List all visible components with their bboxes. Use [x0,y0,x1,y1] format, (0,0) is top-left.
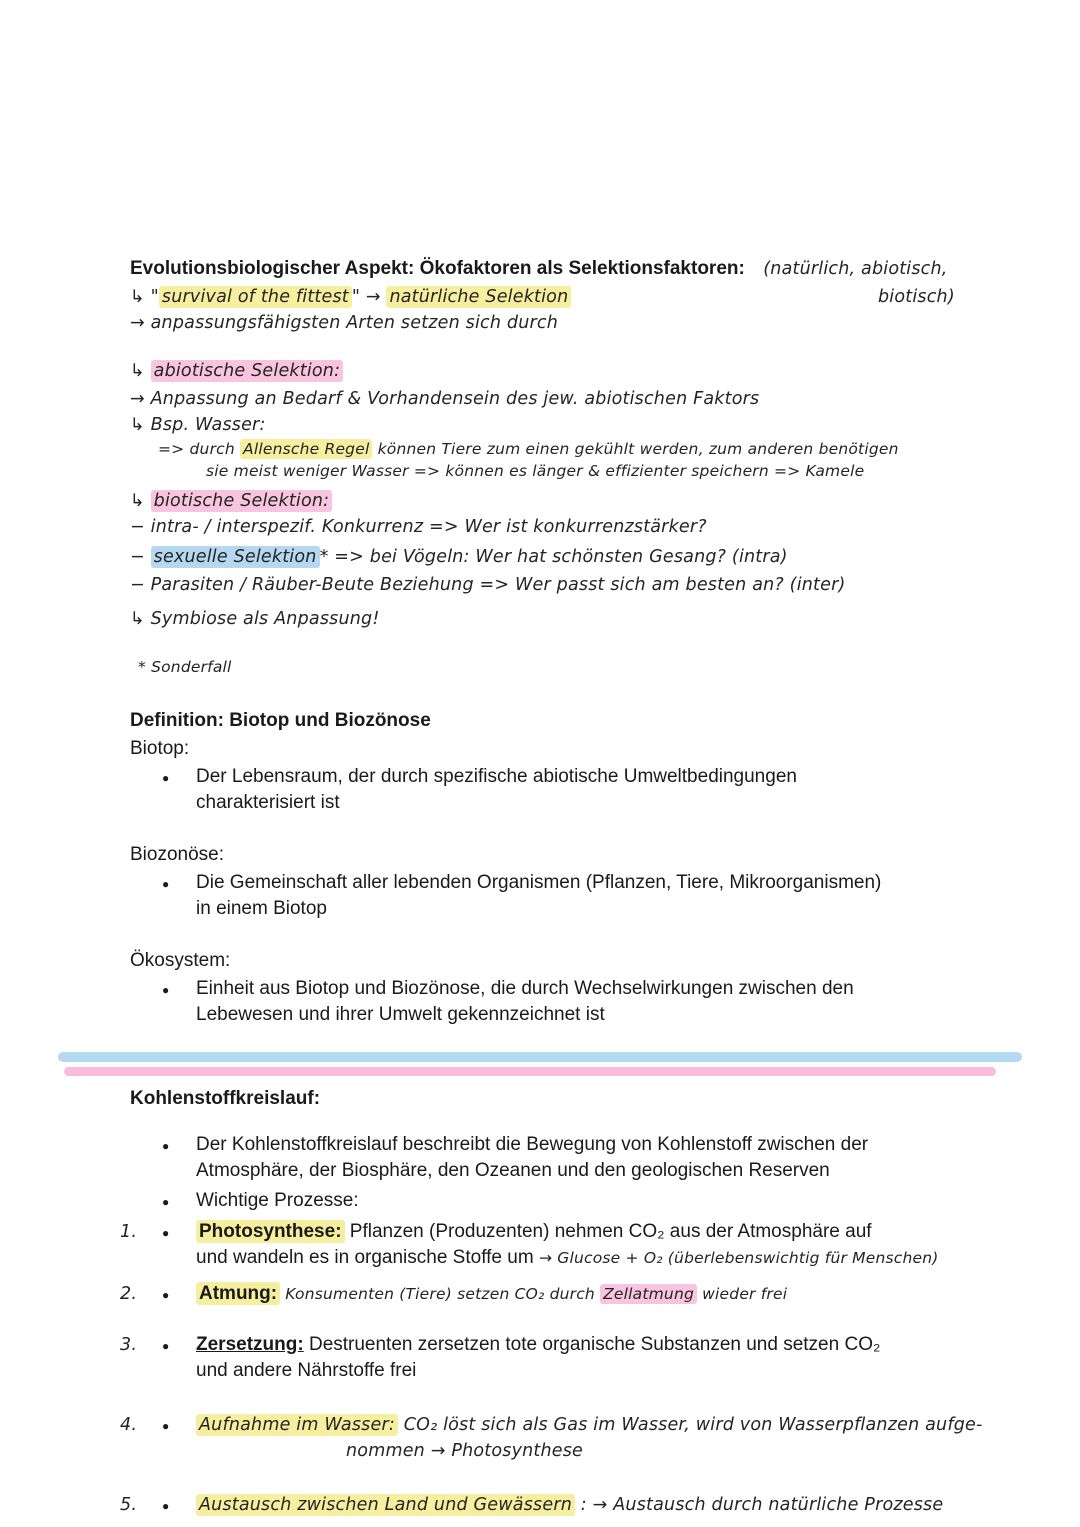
item-4-number: 4. [120,1415,138,1435]
carbon-item-aufnahme-wasser [120,1412,1060,1464]
evolution-annotation-bottom: biotisch) [878,287,955,307]
symbiose-text: ↳ Symbiose als Anpassung! [130,609,380,629]
hw-line-bsp-wasser [130,412,1060,438]
zersetzung-term: Zersetzung: [196,1334,304,1355]
survival-highlight: survival of the fittest [159,286,352,308]
hw-line-parasiten [130,572,1060,598]
processes-label: Wichtige Prozesse: [196,1190,359,1211]
bullet-icon: ● [162,1419,170,1433]
item-1-handwritten-note: → Glucose + O₂ (überlebenswichtig für Menschen) [538,1249,939,1267]
item-5-number: 5. [120,1495,138,1515]
oekosystem-label-row [130,948,1060,974]
zellatmung-highlight: Zellatmung [600,1284,697,1304]
abiotische-selektion-highlight: abiotische Selektion: [151,360,344,382]
bullet-icon: ● [162,771,170,785]
survival-mid: " → [351,287,387,307]
hw-line-allensche-regel [158,438,1060,460]
evolution-annotation-top: (natürlich, abiotisch, [763,259,948,279]
hw-line-wasser-speichern [206,460,1060,482]
wasser-speichern-text: sie meist weniger Wasser => können es länger & effizienter speichern => Kamele [206,462,865,480]
atmung-term: Atmung: [196,1282,280,1305]
processes-label-row [162,1188,1060,1215]
section-evolution [130,256,1060,678]
divider-pink-highlight [64,1067,996,1076]
hw-line-survival [130,284,1060,310]
carbon-heading: Kohlenstoffkreislauf: [130,1088,321,1109]
item-1-text-a: Pflanzen (Produzenten) nehmen CO₂ aus der Atmosphäre auf [344,1221,872,1242]
item-3-line-2: und andere Nährstoffe frei [196,1360,417,1381]
biozonose-label: Biozonöse: [130,844,225,865]
sexuelle-post: * => bei Vögeln: Wer hat schönsten Gesang? (intra) [319,547,788,567]
carbon-item-photosynthese [120,1219,1060,1271]
bullet-icon: ● [162,983,170,997]
oekosystem-line-2: Lebewesen und ihrer Umwelt gekennzeichnet ist [196,1004,605,1025]
allensche-pre: => durch [158,440,241,458]
hw-line-biotische-selektion [130,488,1060,514]
natuerliche-selektion-highlight: natürliche Selektion [386,286,571,308]
hw-line-sexuelle-selektion [130,544,1060,570]
item-3-line-1 [196,1332,1060,1358]
divider-blue-highlight [58,1052,1022,1062]
definitions-heading: Definition: Biotop und Biozönose [130,710,431,731]
oekosystem-line-1: Einheit aus Biotop und Biozönose, die durch Wechselwirkungen zwischen den [196,978,854,999]
definitions-heading-row [130,708,1060,734]
oekosystem-bullet-row [162,976,1060,1028]
item-4-text-b: nommen → Photosynthese [346,1441,584,1461]
sonderfall-text: * Sonderfall [138,658,232,676]
biotop-label-row [130,736,1060,762]
biotop-line-2: charakterisiert ist [196,792,340,813]
item-4-line-1 [196,1412,1060,1438]
item-2-content [196,1281,1060,1308]
item-1-line-2 [196,1245,1060,1271]
item-4-line-2 [196,1438,1060,1464]
biozonose-bullet-row [162,870,1060,922]
carbon-item-austausch [120,1492,1060,1519]
section-carbon-cycle [120,1086,1060,1519]
item-1-content [196,1219,1060,1271]
bedarf-text: → Anpassung an Bedarf & Vorhandensein des jew. abiotischen Faktors [130,389,760,409]
bullet-icon: ● [162,1499,170,1513]
biotische-selektion-highlight: biotische Selektion: [151,490,333,512]
aufnahme-wasser-highlight: Aufnahme im Wasser: [196,1414,398,1436]
biozonose-label-row [130,842,1060,868]
item-3-number: 3. [120,1335,138,1355]
bullet-icon: ● [162,1226,170,1240]
anpassung-text: → anpassungsfähigsten Arten setzen sich durch [130,313,559,333]
photosynthese-term: Photosynthese: [196,1220,345,1243]
bullet-icon: ● [162,1195,170,1209]
hw-line-bedarf [130,386,1060,412]
sexuelle-dash: − [130,547,151,567]
hw-line-abiotische-selektion [130,358,1060,384]
biozonose-line-1: Die Gemeinschaft aller lebenden Organismen (Pflanzen, Tiere, Mikroorganismen) [196,872,882,893]
biozonose-line-2: in einem Biotop [196,898,327,919]
item-4-text-a: CO₂ löst sich als Gas im Wasser, wird von Wasserpflanzen aufge- [397,1415,983,1435]
carbon-item-zersetzung [120,1332,1060,1384]
biotische-arrow: ↳ [130,491,151,511]
item-3-content [196,1332,1060,1384]
survival-pre: ↳ " [130,287,159,307]
item-5-text: : → Austausch durch natürliche Prozesse [575,1495,944,1515]
allensche-regel-highlight: Allensche Regel [240,439,372,459]
bullet-icon: ● [162,1288,170,1302]
bullet-icon: ● [162,1139,170,1153]
austausch-highlight: Austausch zwischen Land und Gewässern [196,1494,575,1516]
abiotische-arrow: ↳ [130,361,151,381]
item-2-number: 2. [120,1284,138,1304]
item-2-hw-b: wieder frei [697,1285,788,1303]
bullet-icon: ● [162,877,170,891]
bullet-icon: ● [162,1339,170,1353]
oekosystem-definition [196,976,1060,1028]
parasiten-text: − Parasiten / Räuber-Beute Beziehung => Wer passt sich am besten an? (inter) [130,575,846,595]
biotop-definition [196,764,1060,816]
bsp-wasser-text: ↳ Bsp. Wasser: [130,415,266,435]
carbon-intro-line-1: Der Kohlenstoffkreislauf beschreibt die Bewegung von Kohlenstoff zwischen der [196,1134,869,1155]
item-1-text-b: und wandeln es in organische Stoffe um [196,1247,539,1268]
sexuelle-selektion-highlight: sexuelle Selektion [151,546,320,568]
item-4-content [196,1412,1060,1464]
footnote-sonderfall [138,656,1060,678]
evolution-heading-row [130,256,1060,282]
item-2-hw-a: Konsumenten (Tiere) setzen CO₂ durch [280,1285,601,1303]
item-5-content [196,1492,1060,1519]
section-definitions [130,708,1060,1028]
carbon-intro-bullet [162,1132,1060,1184]
item-1-number: 1. [120,1222,138,1242]
konkurrenz-text: − intra- / interspezif. Konkurrenz => Wer ist konkurrenzstärker? [130,517,707,537]
hw-line-symbiose [130,606,1060,632]
item-3-text-a: Destruenten zersetzen tote organische Substanzen und setzen CO₂ [303,1334,881,1355]
allensche-post: können Tiere zum einen gekühlt werden, zum anderen benötigen [372,440,899,458]
biotop-label: Biotop: [130,738,190,759]
item-1-line-1 [196,1219,1060,1245]
hw-line-konkurrenz [130,514,1060,540]
carbon-heading-row [130,1086,1060,1112]
hw-line-anpassung [130,310,1060,336]
carbon-item-atmung [120,1281,1060,1308]
biotop-bullet-row [162,764,1060,816]
oekosystem-label: Ökosystem: [130,950,231,971]
carbon-intro-line-2: Atmosphäre, der Biosphäre, den Ozeanen und den geologischen Reserven [196,1160,830,1181]
biozonose-definition [196,870,1060,922]
evolution-heading: Evolutionsbiologischer Aspekt: Ökofaktoren als Selektionsfaktoren: [130,258,745,279]
carbon-intro-text [196,1132,1060,1184]
biotop-line-1: Der Lebensraum, der durch spezifische abiotische Umweltbedingungen [196,766,797,787]
